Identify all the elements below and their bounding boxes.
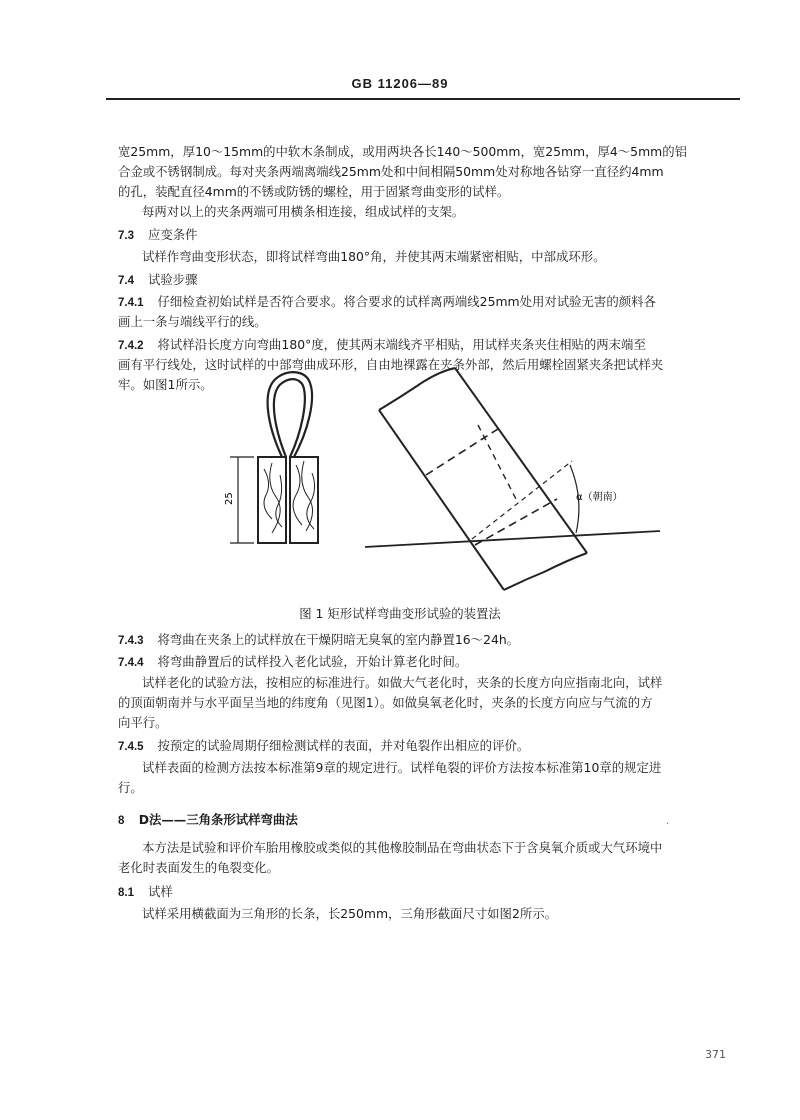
section-number: 7.4.1 xyxy=(118,297,144,309)
body-line: 每两对以上的夹条两端可用横条相连接，组成试样的支架。 xyxy=(142,204,465,219)
body-line: 合金或不锈钢制成。每对夹条两端离端线25mm处和中间相隔50mm处对称地各钻穿一直径约4mm xyxy=(118,164,664,179)
body-line: 试样采用横截面为三角形的长条，长250mm，三角形截面尺寸如图2所示。 xyxy=(142,906,558,921)
paragraph-text: 将试样沿长度方向弯曲180°度，使其两末端线齐平相贴，用试样夹条夹住相贴的两末端至 xyxy=(157,337,646,352)
page-number: 371 xyxy=(705,1048,726,1061)
body-line: 画有平行线处，这时试样的中部弯曲成环形，自由地裸露在夹条外部，然后用螺栓固紧夹条把试样夹 xyxy=(118,357,664,372)
body-line: 试样作弯曲变形状态，即将试样弯曲180°角，并使其两末端紧密相贴，中部成环形。 xyxy=(142,249,606,264)
body-line: 行。 xyxy=(118,780,143,795)
figure-caption: 图 1 矩形试样弯曲变形试验的装置法 xyxy=(299,606,501,621)
body-line: 试样老化的试验方法，按相应的标准进行。如做大气老化时，夹条的长度方向应指南北向，试样 xyxy=(142,675,663,690)
body-line: 试样表面的检测方法按本标准第9章的规定进行。试样龟裂的评价方法按本标准第10章的规定进 xyxy=(142,760,662,775)
paragraph-text: 按预定的试验周期仔细检测试样的表面，并对龟裂作出相应的评价。 xyxy=(157,738,530,753)
section-number: 7.4.3 xyxy=(118,635,144,647)
section-title: 试验步骤 xyxy=(147,272,198,287)
body-line: 的孔，装配直径4mm的不锈或防锈的螺栓，用于固紧弯曲变形的试样。 xyxy=(118,184,510,199)
paragraph-7-4-1 xyxy=(118,292,748,313)
section-number: 7.4.5 xyxy=(118,741,144,753)
standard-header: GB 11206—89 xyxy=(351,76,449,91)
stray-mark: . xyxy=(666,816,670,827)
paragraph-7-4-3 xyxy=(118,630,748,651)
body-line: 宽25mm，厚10～15mm的中软木条制成，或用两块各长140～500mm，宽25mm，厚4～5mm的铝 xyxy=(118,144,687,159)
paragraph-text: 仔细检查初始试样是否符合要求。将合要求的试样离两端线25mm处用对试验无害的颜料各 xyxy=(157,294,656,309)
figure-1-diagram xyxy=(210,365,660,605)
section-title: 应变条件 xyxy=(147,227,198,242)
angle-label: α（朝南） xyxy=(576,492,623,503)
section-number: 8 xyxy=(118,815,125,827)
paragraph-7-4-4 xyxy=(118,652,748,673)
tilted-sample-strip xyxy=(379,368,587,590)
angle-reference-line xyxy=(472,461,572,539)
paragraph-7-4-5 xyxy=(118,736,748,757)
section-number: 8.1 xyxy=(118,887,134,899)
horizontal-ground-line xyxy=(365,531,660,547)
paragraph-7-4-2 xyxy=(118,335,748,356)
body-line: 本方法是试验和评价车胎用橡胶或类似的其他橡胶制品在弯曲状态下于含臭氧介质或大气环境中 xyxy=(142,840,663,855)
body-line: 画上一条与端线平行的线。 xyxy=(118,314,267,329)
paragraph-text: 将弯曲静置后的试样投入老化试验，开始计算老化时间。 xyxy=(157,654,468,669)
body-line: 老化时表面发生的龟裂变化。 xyxy=(118,860,280,875)
body-line: 向平行。 xyxy=(118,715,168,730)
clamp-loop-sample xyxy=(268,372,312,457)
section-heading-7-4 xyxy=(118,270,748,291)
paragraph-text: 将弯曲在夹条上的试样放在干燥阴暗无臭氧的室内静置16～24h。 xyxy=(157,632,520,647)
section-heading-7-3 xyxy=(118,225,748,246)
body-line: 的顶面朝南并与水平面呈当地的纬度角（见图1）。如做臭氧老化时，夹条的长度方向应与气流的方 xyxy=(118,695,653,710)
section-number: 7.4.2 xyxy=(118,340,144,352)
section-title: D法——三角条形试样弯曲法 xyxy=(138,812,298,827)
section-heading-8 xyxy=(118,810,748,831)
section-number: 7.4 xyxy=(118,275,134,287)
section-number: 7.4.4 xyxy=(118,657,144,669)
wooden-clamp-blocks xyxy=(258,457,318,543)
header-rule xyxy=(106,98,740,100)
section-heading-8-1 xyxy=(118,882,748,903)
body-line: 牢。如图1所示。 xyxy=(118,377,213,392)
section-number: 7.3 xyxy=(118,230,134,242)
section-title: 试样 xyxy=(147,884,173,899)
dimension-label: 25 xyxy=(224,492,235,505)
